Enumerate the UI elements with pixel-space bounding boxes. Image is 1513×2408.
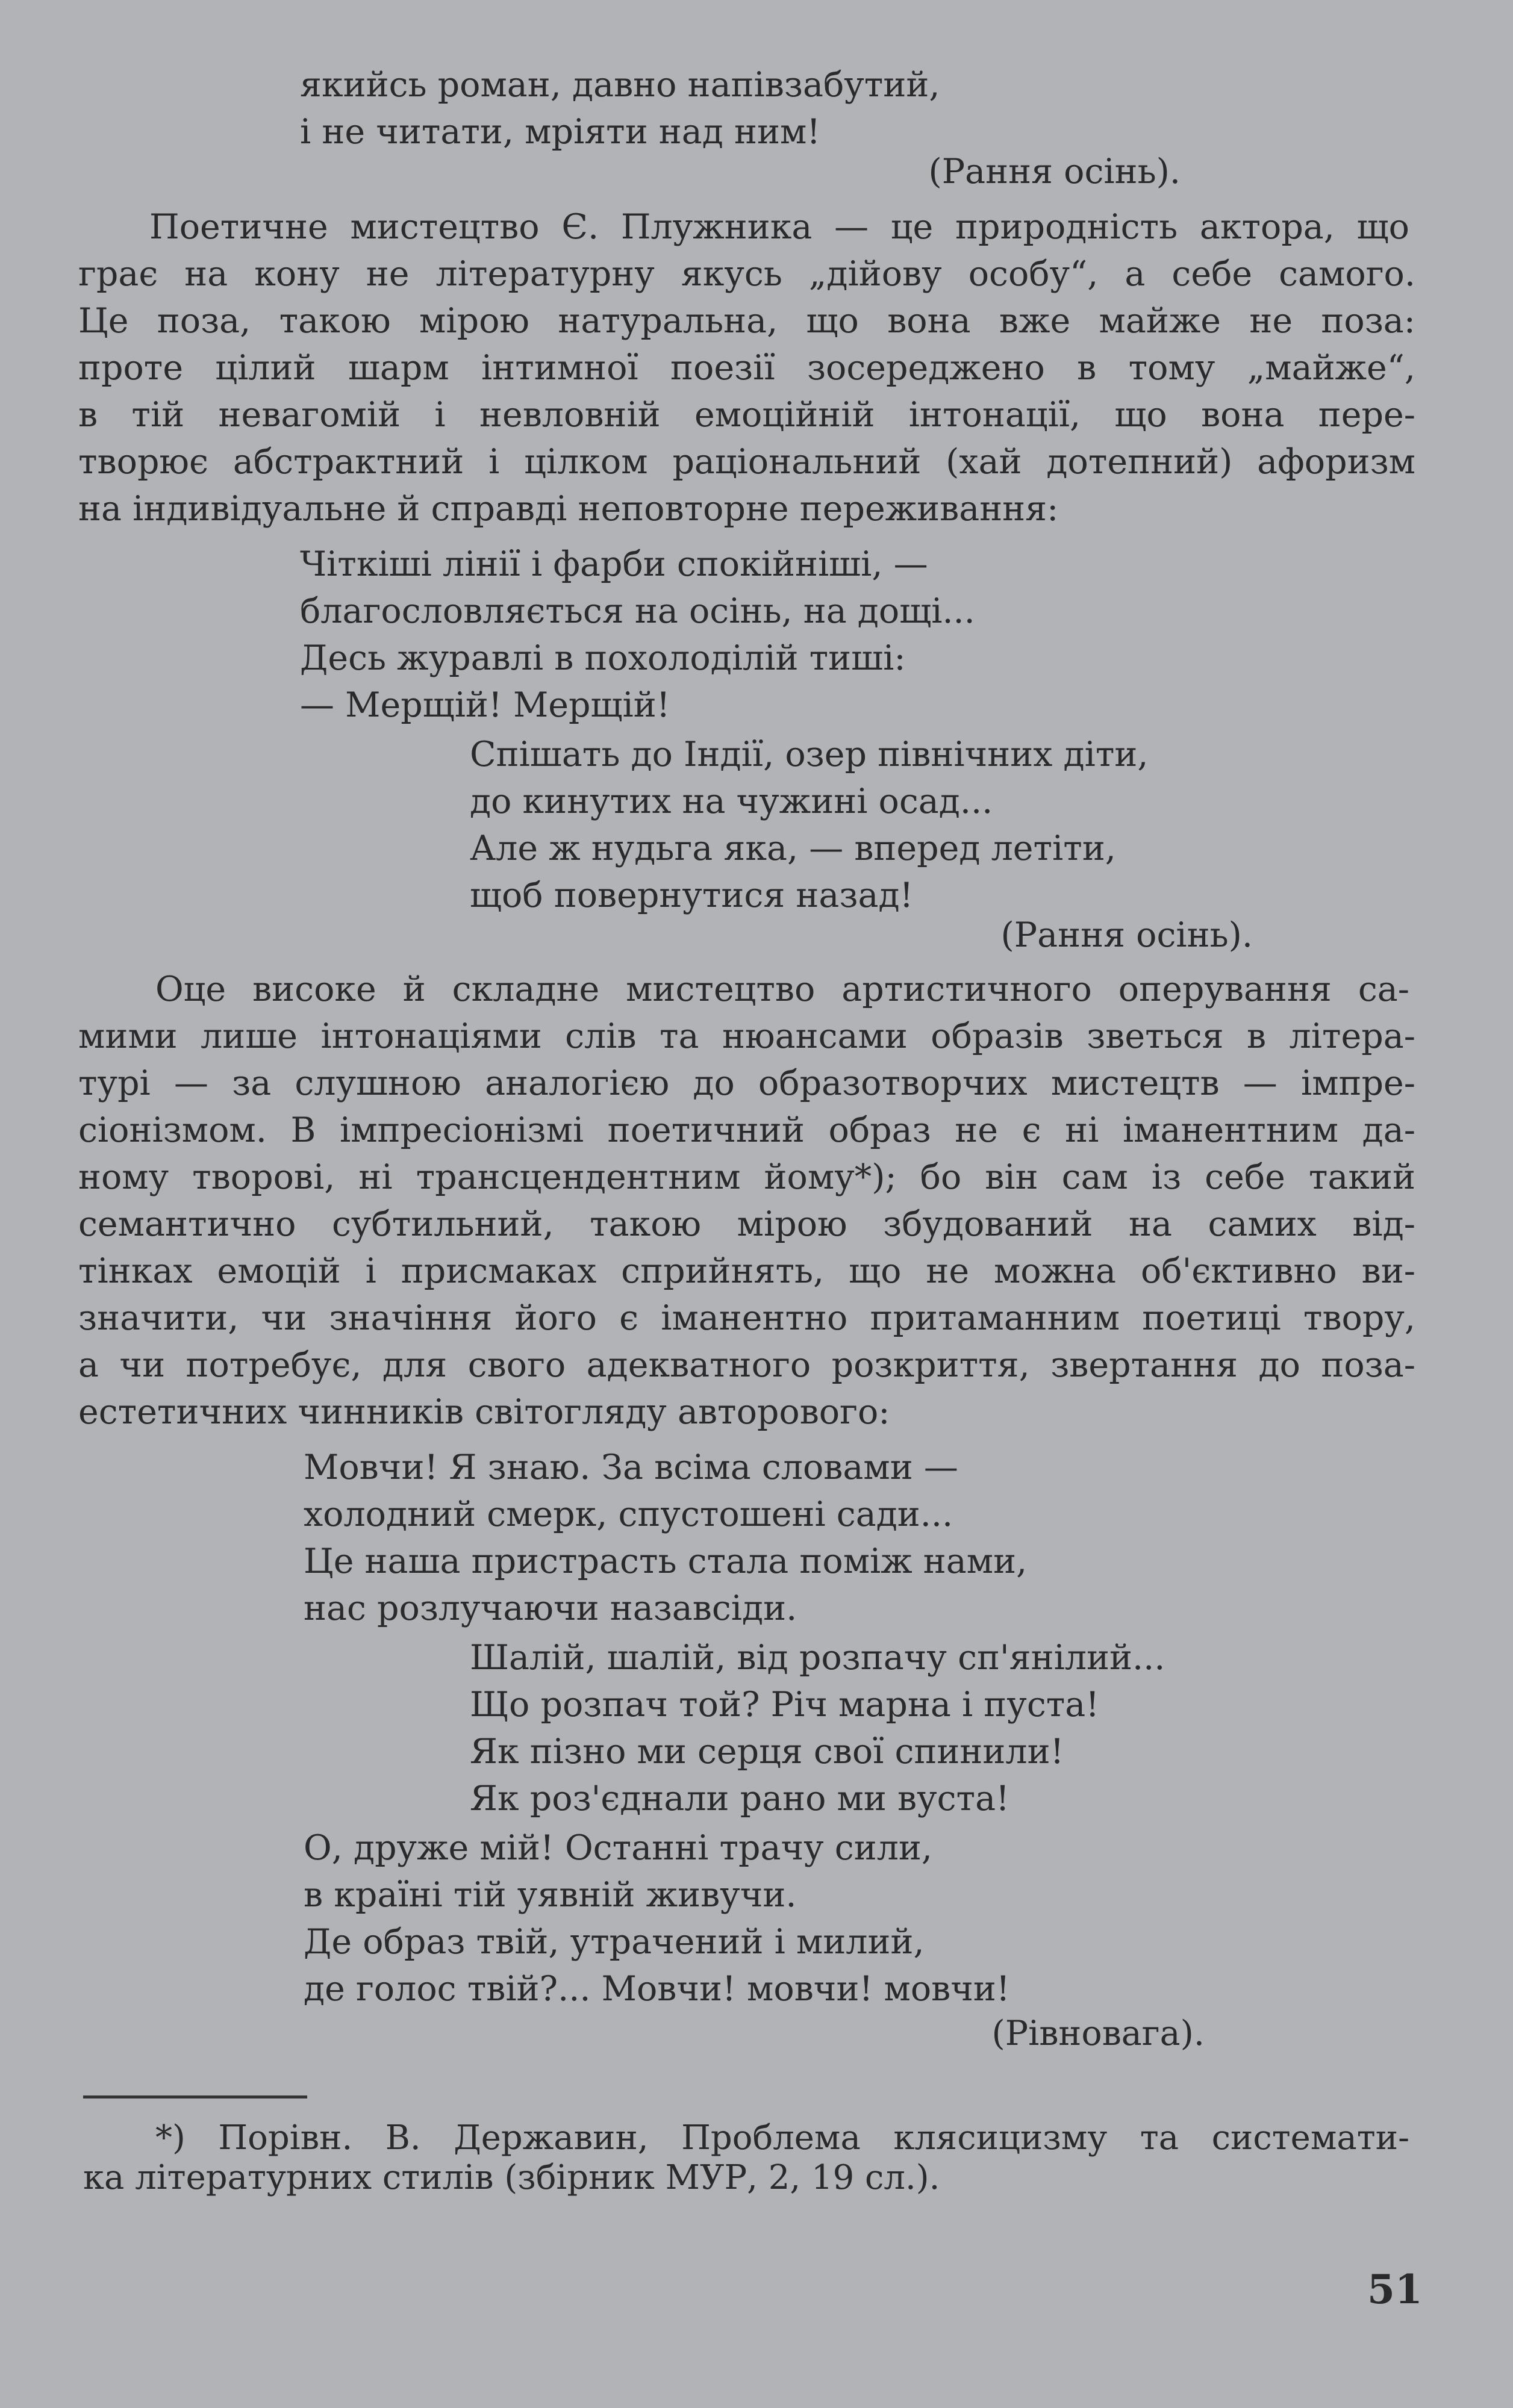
paragraph-line: творює абстрактний і цілком раціональний (хай дотепний) афоризм bbox=[78, 442, 1415, 482]
verse-line: Що розпач той? Річ марна і пуста! bbox=[470, 1685, 1100, 1725]
paragraph-line: значити, чи значіння його є іманентно притаманним поетиці твору, bbox=[78, 1298, 1415, 1338]
paragraph-line: сіонізмом. В імпресіонізмі поетичний образ не є ні іманентним да- bbox=[78, 1110, 1415, 1150]
verse-line: щоб повернутися назад! bbox=[470, 876, 914, 915]
paragraph-line: а чи потребує, для свого адекватного розкриття, звертання до поза- bbox=[78, 1345, 1415, 1385]
verse-source: (Рівновага). bbox=[991, 2014, 1205, 2053]
verse-line: Але ж нудьга яка, — вперед летіти, bbox=[470, 829, 1116, 868]
paragraph-line: проте цілий шарм інтимної поезії зосереджено в тому „майже“, bbox=[78, 348, 1415, 388]
paragraph-line: Це поза, такою мірою натуральна, що вона вже майже не поза: bbox=[78, 301, 1415, 341]
verse-line: Де образ твій, утрачений і милий, bbox=[304, 1922, 925, 1962]
verse-line: Десь журавлі в похолоділій тиші: bbox=[300, 638, 906, 678]
footnote-line: *) Порівн. В. Державин, Проблема клясицизму та системати- bbox=[155, 2118, 1409, 2158]
footnote-line: ка літературних стилів (збірник МУР, 2, 19 сл.). bbox=[83, 2158, 940, 2197]
paragraph-line: турі — за слушною аналогією до образотворчих мистецтв — імпре- bbox=[78, 1063, 1415, 1103]
paragraph-line: Поетичне мистецтво Є. Плужника — це природність актора, що bbox=[149, 207, 1409, 247]
verse-line: нас розлучаючи назавсіди. bbox=[304, 1588, 797, 1628]
paragraph-line: семантично субтильний, такою мірою збудований на самих від- bbox=[78, 1204, 1415, 1244]
verse-line: в країні тій уявній живучи. bbox=[304, 1875, 797, 1915]
verse-line: Як роз'єднали рано ми вуста! bbox=[470, 1779, 1009, 1818]
verse-line: де голос твій?... Мовчи! мовчи! мовчи! bbox=[304, 1969, 1010, 2009]
paragraph-line: тінках емоцій і присмаках сприйнять, що не можна об'єктивно ви- bbox=[78, 1251, 1415, 1291]
footnote-divider bbox=[83, 2095, 307, 2098]
verse-line: холодний смерк, спустошені сади... bbox=[304, 1495, 953, 1534]
paragraph-line: Оце високе й складне мистецтво артистичного оперування са- bbox=[155, 969, 1409, 1009]
verse-line: Це наша пристрасть стала поміж нами, bbox=[304, 1542, 1028, 1581]
paragraph-line: ному творові, ні трансцендентним йому*); бо він сам із себе такий bbox=[78, 1157, 1415, 1197]
verse-line: благословляється на осінь, на дощі... bbox=[300, 591, 975, 631]
verse-line: Мовчи! Я знаю. За всіма словами — bbox=[304, 1448, 958, 1487]
verse-line: О, друже мій! Останні трачу сили, bbox=[304, 1828, 933, 1868]
verse-line: і не читати, мріяти над ним! bbox=[300, 112, 821, 152]
verse-source: (Рання осінь). bbox=[1000, 915, 1253, 955]
verse-line: Як пізно ми серця свої спинили! bbox=[470, 1732, 1064, 1772]
paragraph-line: грає на кону не літературну якусь „дійову особу“, а себе самого. bbox=[78, 254, 1415, 294]
paragraph-line: мими лише інтонаціями слів та нюансами образів зветься в літера- bbox=[78, 1016, 1415, 1056]
verse-line: Чіткіші лінії і фарби спокійніші, — bbox=[300, 544, 928, 584]
page-number: 51 bbox=[1367, 2266, 1423, 2313]
verse-line: Спішать до Індії, озер північних діти, bbox=[470, 735, 1149, 774]
paragraph-line: в тій невагомій і невловній емоційній інтонації, що вона пере- bbox=[78, 395, 1415, 435]
paragraph-line: на індивідуальне й справді неповторне переживання: bbox=[78, 489, 1059, 529]
verse-line: якийсь роман, давно напівзабутий, bbox=[300, 65, 940, 105]
verse-line: Шалій, шалій, від розпачу сп'янілий... bbox=[470, 1638, 1165, 1678]
verse-source: (Рання осінь). bbox=[928, 152, 1181, 191]
verse-line: — Мерщій! Мерщій! bbox=[300, 685, 670, 725]
paragraph-line: естетичних чинників світогляду авторового: bbox=[78, 1392, 890, 1432]
verse-line: до кинутих на чужині осад... bbox=[470, 782, 993, 821]
